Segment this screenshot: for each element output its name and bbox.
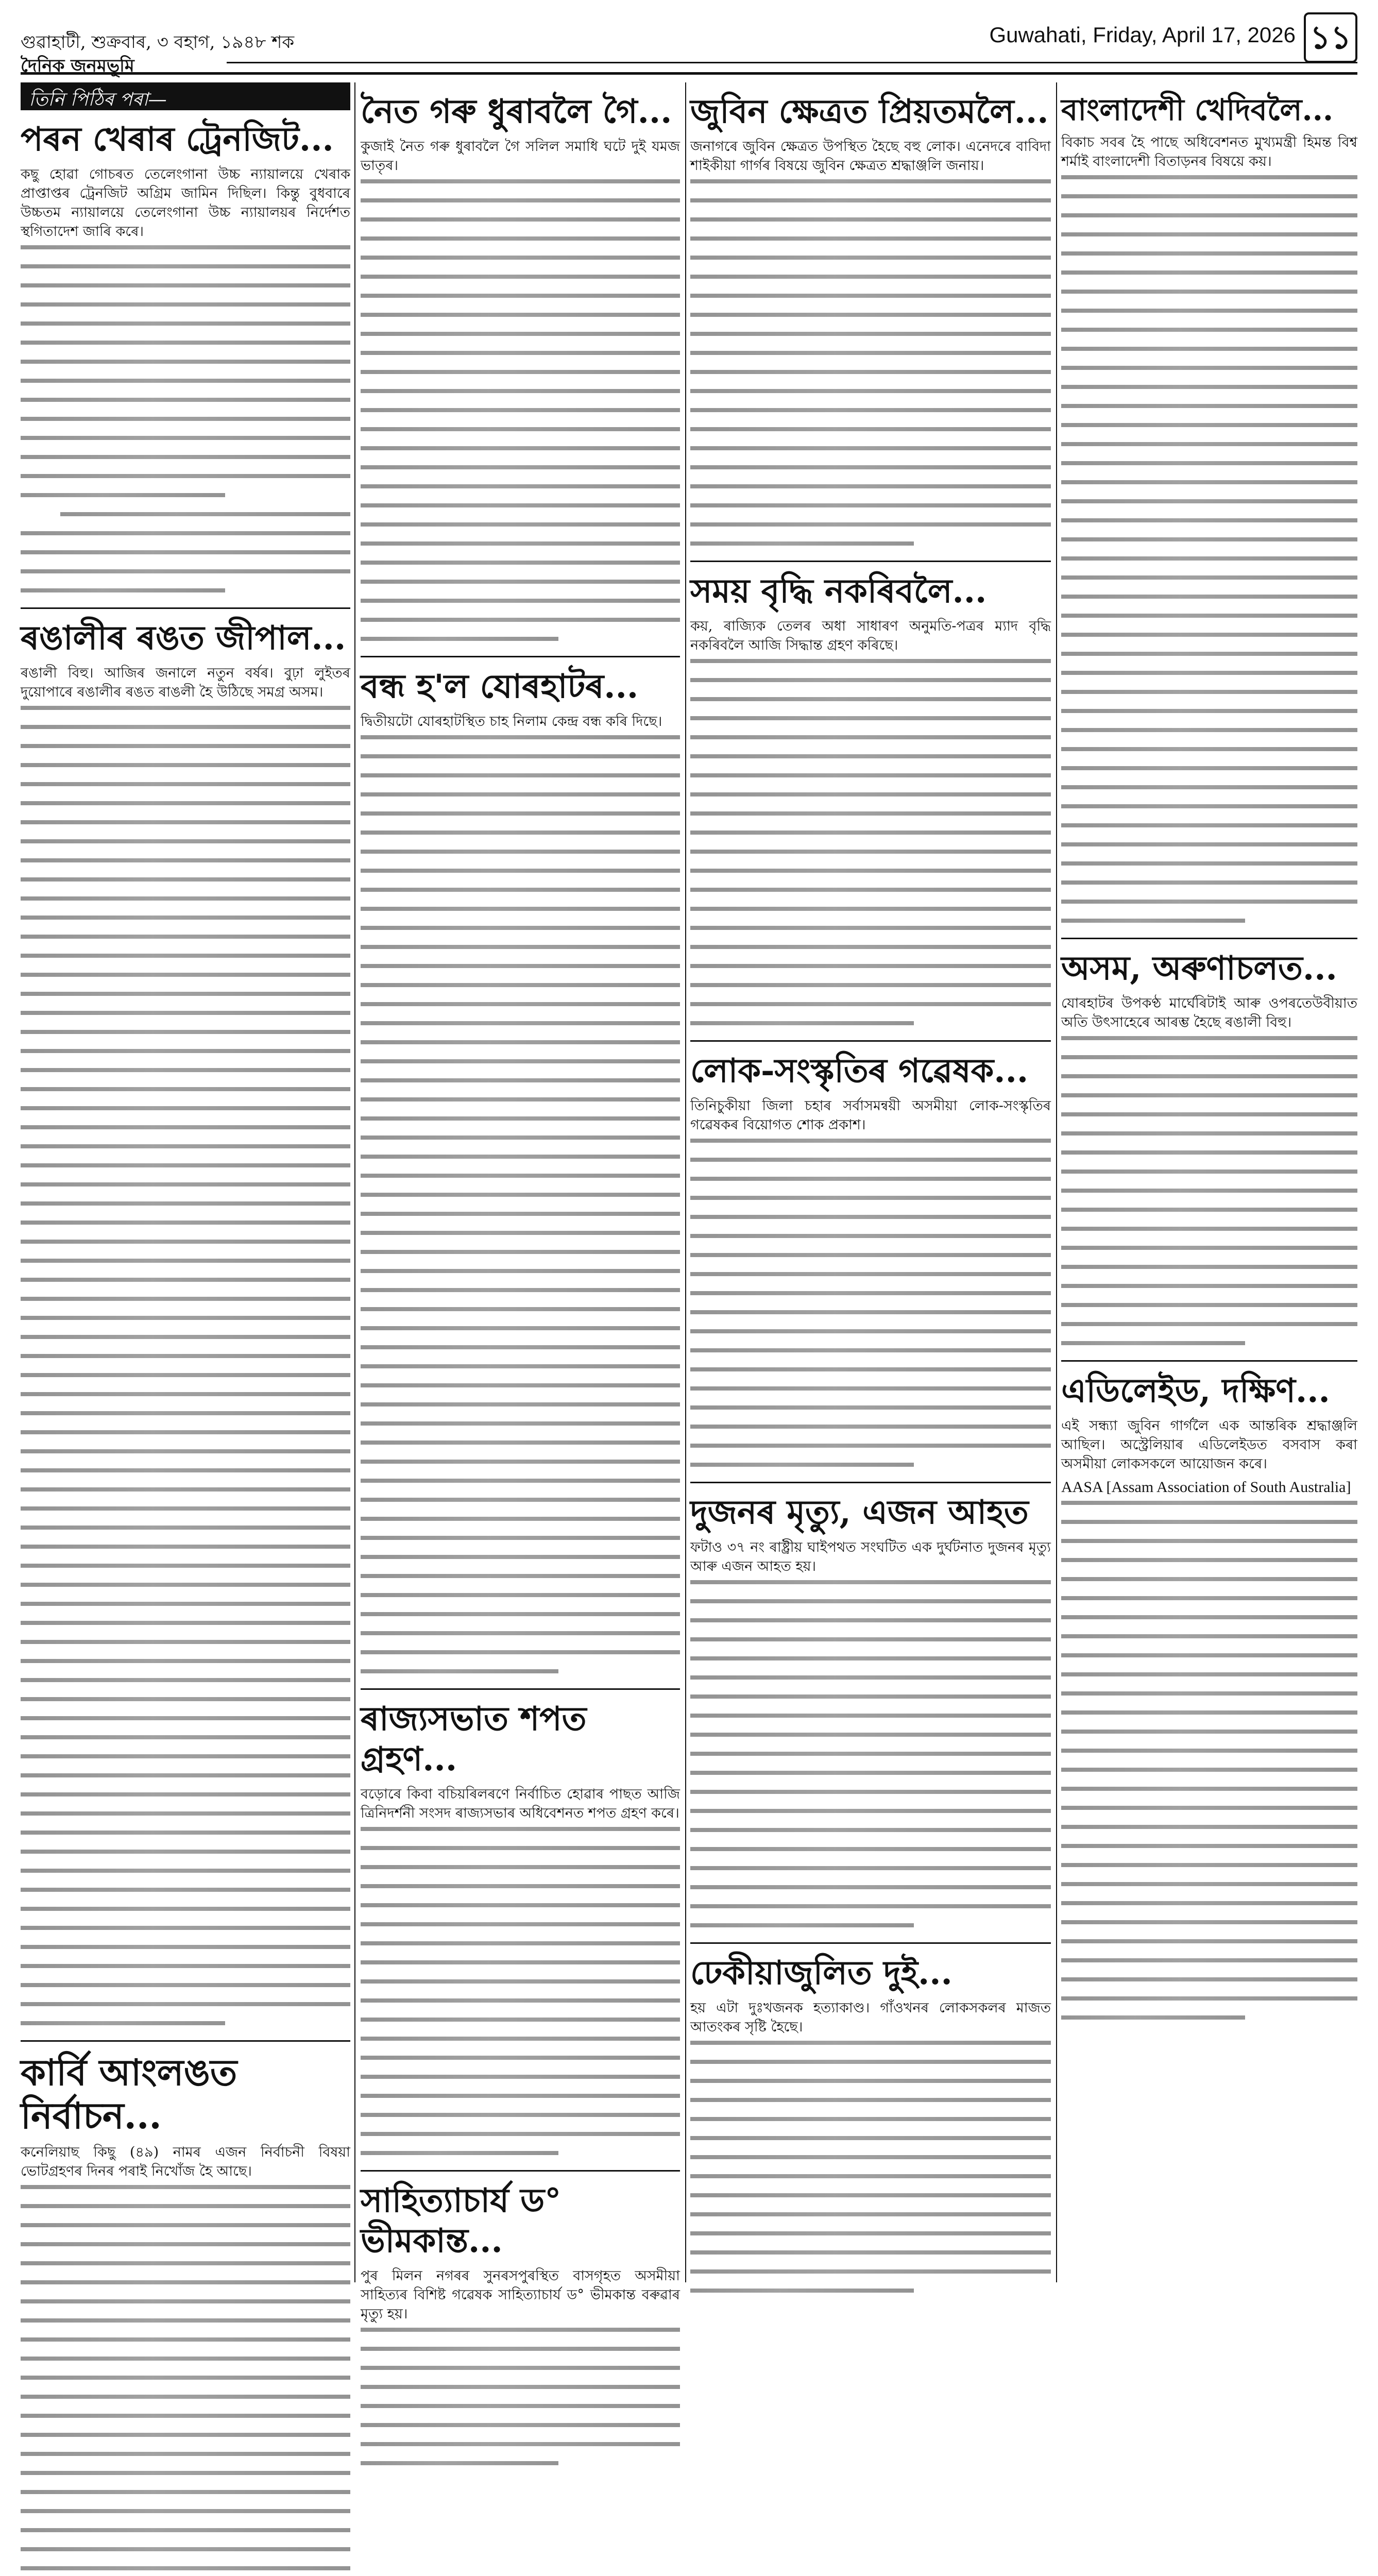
headline-karbi-anglong-election: কাৰ্বি আংলঙত নিৰ্বাচন... bbox=[21, 2051, 237, 2137]
article-body: বিকাচ সবৰ হৈ পাছে অধিবেশনত মুখ্যমন্ত্ৰী হিমন্ত বিশ্ব শৰ্মাই বাংলাদেশী বিতাড়নৰ বিষয়ে কয়। bbox=[1061, 134, 1357, 170]
article-text-block bbox=[361, 735, 680, 1673]
article-text-block bbox=[690, 179, 1051, 546]
issue-date-local: গুৱাহাটী, শুক্ৰবাৰ, ৩ বহাগ, ১৯৪৮ শক bbox=[21, 32, 295, 53]
article-body: হয় এটা দুঃখজনক হত্যাকাণ্ড। গাঁওখনৰ লোকসকলৰ মাজত আতংকৰ সৃষ্টি হৈছে। bbox=[690, 2000, 1051, 2035]
article-text-block bbox=[21, 706, 350, 2025]
article-text-block bbox=[21, 245, 350, 592]
article-body: যোৰহাটৰ উপকণ্ঠ মাৰ্ঘেৰিটাই আৰু ওপৰতেউবীয়াত অতি উৎসাহেৰে আৰম্ভ হৈছে ৰঙালী বিহু। bbox=[1061, 995, 1357, 1030]
article-body: ফটাও ৩৭ নং ৰাষ্ট্ৰীয় ঘাইপথত সংঘটিত এক দুৰ্ঘটনাত দুজনৰ মৃত্যু আৰু এজন আহত হয়। bbox=[690, 1539, 1051, 1574]
column-divider bbox=[1056, 82, 1057, 2282]
column-3 bbox=[690, 82, 1051, 2308]
headline-assam-arunachal: অসম, অৰুণাচলত... bbox=[1061, 949, 1337, 988]
headline-twin-drowning: নৈত গৰু ধুৰাবলৈ গৈ... bbox=[361, 92, 672, 131]
section-divider bbox=[690, 1942, 1051, 1944]
headline-accident: দুজনৰ মৃত্যু, এজন আহত bbox=[690, 1493, 1029, 1532]
headline-folk-culture-researcher: লোক-সংস্কৃতিৰ গৱেষক... bbox=[690, 1052, 1029, 1090]
section-divider bbox=[361, 656, 680, 657]
article-text-block bbox=[361, 1827, 680, 2155]
article-text-block bbox=[361, 179, 680, 641]
section-divider bbox=[1061, 938, 1357, 939]
headline-zubeen-kshetra: জুবিন ক্ষেত্ৰত প্ৰিয়তমলৈ... bbox=[690, 92, 1049, 131]
issue-date-english: Guwahati, Friday, April 17, 2026 bbox=[989, 23, 1296, 47]
article-text-block bbox=[690, 659, 1051, 1025]
section-divider bbox=[1061, 1360, 1357, 1362]
section-divider bbox=[361, 1688, 680, 1690]
section-divider bbox=[21, 2040, 350, 2042]
headline-adelaide: এডিলেইড, দক্ষিণ... bbox=[1061, 1371, 1330, 1410]
article-body: পুৰ মিলন নগৰৰ সুনৰসপুৰস্থিত বাসগৃহত অসমীয়া সাহিত্যৰ বিশিষ্ট গৱেষক সাহিত্যাচাৰ্য ড° ভীমকান্ত বৰুৱাৰ মৃত্যু হয়। bbox=[361, 2268, 680, 2322]
masthead bbox=[21, 10, 1357, 75]
article-text-block bbox=[361, 2328, 680, 2465]
headline-bhimkanta-obituary: সাহিত্যাচাৰ্য ড° ভীমকান্ত... bbox=[361, 2181, 562, 2260]
newspaper-brand: দৈনিক জনমভূমি bbox=[21, 56, 134, 76]
column-1 bbox=[21, 82, 350, 2576]
article-body: বড়োৰে কিবা বচিয়ৰিলৰণে নিৰ্বাচিত হোৱাৰ পাছত আজি ত্ৰিনিদৰ্শনী সংসদ ৰাজ্যসভাৰ অধিবেশনত শপত গ্ৰহণ কৰে। bbox=[361, 1786, 680, 1821]
section-divider bbox=[690, 561, 1051, 562]
article-text-block bbox=[1061, 1501, 1357, 2020]
article-body: তিনিচুকীয়া জিলা চহাৰ সৰ্বাসমন্বয়ী অসমীয়া লোক-সংস্কৃতিৰ গৱেষকৰ বিয়োগত শোক প্ৰকাশ। bbox=[690, 1098, 1051, 1133]
section-divider bbox=[361, 2170, 680, 2172]
article-text-block bbox=[1061, 175, 1357, 923]
column-4 bbox=[1061, 82, 1357, 2035]
article-text-block bbox=[690, 1580, 1051, 1927]
section-divider bbox=[690, 1040, 1051, 1042]
article-body: কুজাই নৈত গৰু ধুৰাবলৈ গৈ সলিল সমাধি ঘটে দুই যমজ ভাতৃৰ। bbox=[361, 139, 680, 174]
article-body: ৰঙালী বিহু। আজিৰ জনালে নতুন বৰ্ষৰ। বুঢ়া লুইতৰ দুয়োপাৰে ৰঙালীৰ ৰঙত ৰাঙলী হৈ উঠিছে সমগ্ৰ অসম। bbox=[21, 665, 350, 700]
article-body: কনেলিয়াছ কিছু (৪৯) নামৰ এজন নিৰ্বাচনী বিষয়া ভোটগ্ৰহণৰ দিনৰ পৰাই নিখোঁজ হৈ আছে। bbox=[21, 2144, 350, 2179]
continued-label: তিনি পিঠিৰ পৰা— bbox=[21, 82, 350, 110]
section-divider bbox=[690, 1482, 1051, 1483]
headline-transit-bail: পৰন খেৰাৰ ট্ৰেনজিট... bbox=[21, 120, 334, 159]
article-body: এই সন্ধ্যা জুবিন গাৰ্গলৈ এক আন্তৰিক শ্ৰদ্ধাঞ্জলি আছিল। অস্ট্ৰেলিয়াৰ এডিলেইডত বসবাস কৰা অসমীয়া লোকসকলে আয়োজন কৰে। bbox=[1061, 1418, 1357, 1472]
headline-time-extension: সময় বৃদ্ধি নকৰিবলৈ... bbox=[690, 572, 987, 611]
column-divider bbox=[354, 82, 355, 2282]
organization-name: AASA [Assam Association of South Australia] bbox=[1061, 1479, 1351, 1496]
headline-rajya-sabha-oath: ৰাজ্যসভাত শপত গ্ৰহণ... bbox=[361, 1700, 587, 1778]
article-text-block bbox=[1061, 1036, 1357, 1345]
headline-jorhat-tea-auction: বন্ধ হ'ল যোৰহাটৰ... bbox=[361, 667, 639, 706]
headline-bangladeshi-eviction: বাংলাদেশী খেদিবলৈ... bbox=[1061, 92, 1334, 127]
page-number: ১১ bbox=[1304, 12, 1357, 63]
headline-dhekiajuli: ঢেকীয়াজুলিত দুই... bbox=[690, 1954, 952, 1992]
article-body: জনাগৰে জুবিন ক্ষেত্ৰত উপস্থিত হৈছে বহু লোক। এনেদৰে বাবিদা শাইকীয়া গাৰ্গৰ বিষয়ে জুবিন ক্ষেত্ৰত শ্ৰদ্ধাঞ্জলি জনায়। bbox=[690, 139, 1051, 174]
article-body: কছু হোৱা গোচৰত তেলেংগানা উচ্চ ন্যায়ালয়ে খেৰাক প্ৰাপ্তাপ্তৰ ট্ৰেনজিট অগ্ৰিম জামিন দিছিল। কিন্তু বুধবাৰে উচ্চতম ন্যায়ালয়ে তেলেংগানা উচ্চ ন্যায়ালয়ৰ নিৰ্দেশত স্থগিতাদেশ জাৰি কৰে। bbox=[21, 166, 350, 240]
article-body: দ্বিতীয়টো যোৰহাটস্থিত চাহ নিলাম কেন্দ্ৰ বন্ধ কৰি দিছে। bbox=[361, 714, 662, 730]
article-body: কয়, ৰাজ্যিক তেলৰ অধা সাধাৰণ অনুমতি-পত্ৰৰ ম্যাদ বৃদ্ধি নকৰিবলৈ আজি সিদ্ধান্ত গ্ৰহণ কৰিছে। bbox=[690, 618, 1051, 653]
masthead-rule bbox=[227, 62, 1357, 63]
article-text-block bbox=[21, 2185, 350, 2576]
column-2 bbox=[361, 82, 680, 2480]
headline-rongali-bihu: ৰঙালীৰ ৰঙত জীপাল... bbox=[21, 619, 346, 657]
article-text-block bbox=[690, 2041, 1051, 2293]
article-text-block bbox=[690, 1139, 1051, 1467]
column-divider bbox=[685, 82, 686, 2282]
section-divider bbox=[21, 607, 350, 609]
